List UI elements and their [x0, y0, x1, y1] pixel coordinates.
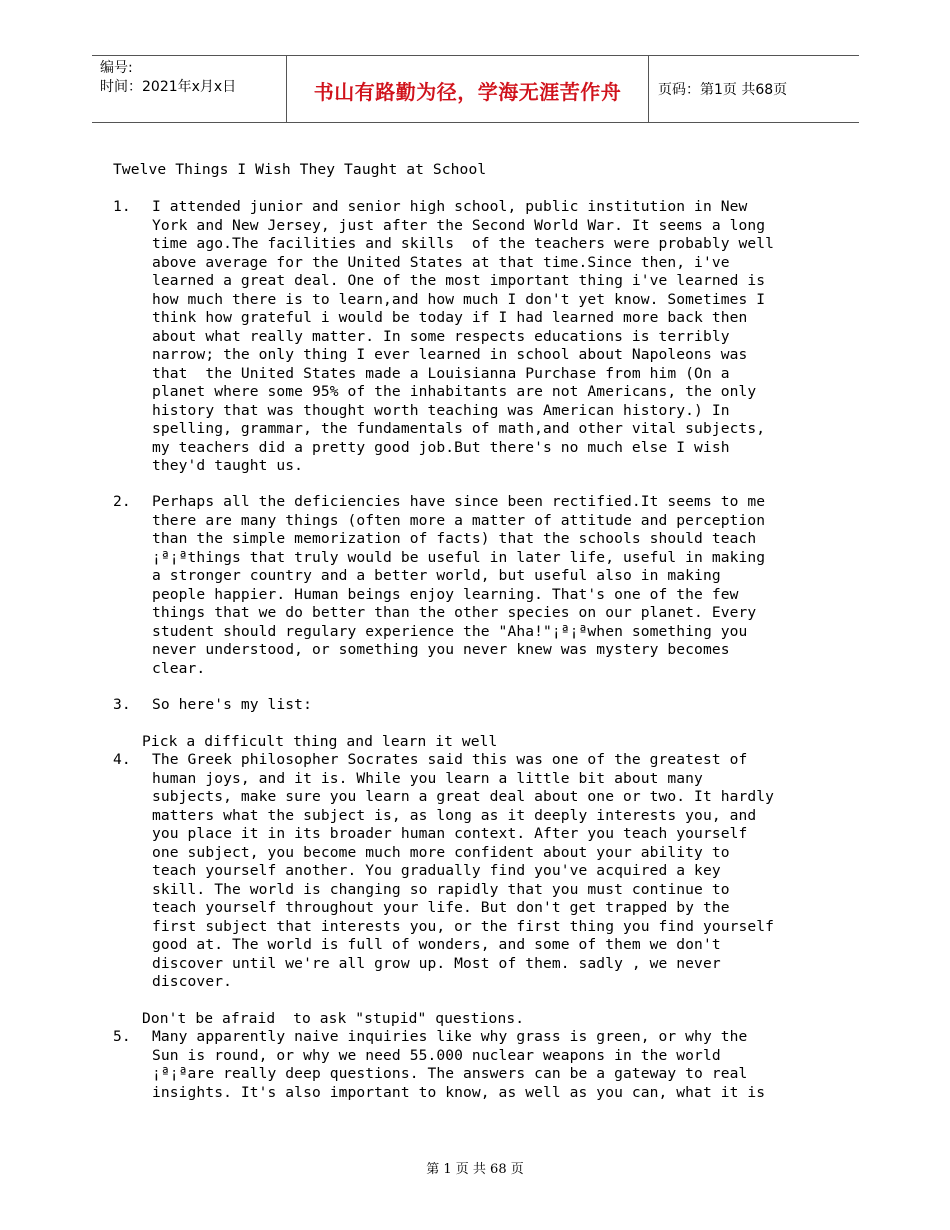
- number-label: 编号:: [100, 60, 133, 76]
- item-paragraph: So here's my list:: [152, 696, 312, 713]
- page-footer: 第 1 页 共 68 页: [426, 1162, 524, 1177]
- item-paragraph: Many apparently naive inquiries like why grass is green, or why the Sun is round, or why we need 55.000 nuclear weapons in the world ¡ª¡ªare really deep questions. The answers can be a gateway to real insights. It's also important to know, as well as you can, what it is: [152, 1028, 766, 1101]
- header-motto: 书山有路勤为径，学海无涯苦作舟: [313, 80, 622, 104]
- item-number: 2.: [113, 493, 131, 510]
- item-number: 1.: [113, 198, 131, 215]
- item-paragraph: The Greek philosopher Socrates said this was one of the greatest of human joys, and it is. While you learn a little bit about many subjects, make sure you learn a great deal about one or two. It hardly matters what the subject is, as long as it deeply interests you, and you place it in its broader human context. After you teach yourself one subject, you become much more confident about your ability to teach yourself another. You gradually find you've acquired a key skill. The world is changing so rapidly that you must continue to teach yourself throughout your life. But don't get trapped by the first subject that interests you, or the first thing you find yourself good at. The world is full of wonders, and some of them we don't discover until we're all grow up. Most of them. sadly , we never discover.: [152, 751, 775, 990]
- document-title: Twelve Things I Wish They Taught at School: [113, 161, 487, 178]
- item-paragraph: Perhaps all the deficiencies have since been rectified.It seems to me there are many things (often more a matter of attitude and perception than the simple memorization of facts) that the schools should teach ¡ª¡ªthings that truly would be useful in later life, useful in making a stronger country and a better world, but useful also in making people happier. Human beings enjoy learning. That's one of the few things that we do better than the other species on our planet. Every student should regulary experience the "Aha!"¡ª¡ªwhen something you never understood, or something you never knew was mystery becomes clear.: [152, 493, 766, 677]
- item-paragraph: I attended junior and senior high school, public institution in New York and New Jersey, just after the Second World War. It seems a long time ago.The facilities and skills of the teachers were probably well above average for the United States at that time.Since then, i've learned a great deal. One of the most important thing i've learned is how much there is to learn,and how much I don't yet know. Sometimes I think how grateful i would be today if I had learned more back then about what really matter. In some respects educations is terribly narrow; the only thing I ever learned in school about Napoleons was that the United States made a Louisianna Purchase from him (On a planet where some 95% of the inhabitants are not Americans, the only history that was thought worth teaching was American history.) In spelling, grammar, the fundamentals of math,and other vital subjects, my teachers did a pretty good job.But there's no much else I wish they'd taught us.: [152, 198, 775, 474]
- time-label: 时间：2021年x月x日: [100, 79, 237, 95]
- header-meta: [100, 59, 236, 97]
- item-number: 4.: [113, 751, 131, 768]
- page-header: [92, 55, 859, 123]
- section-subheading: Pick a difficult thing and learn it well: [142, 733, 498, 750]
- header-divider: [648, 56, 649, 122]
- item-number: 3.: [113, 696, 131, 713]
- header-page-info: 页码：第1页 共68页: [658, 82, 788, 98]
- item-number: 5.: [113, 1028, 131, 1045]
- section-subheading: Don't be afraid to ask "stupid" questions.: [142, 1010, 525, 1027]
